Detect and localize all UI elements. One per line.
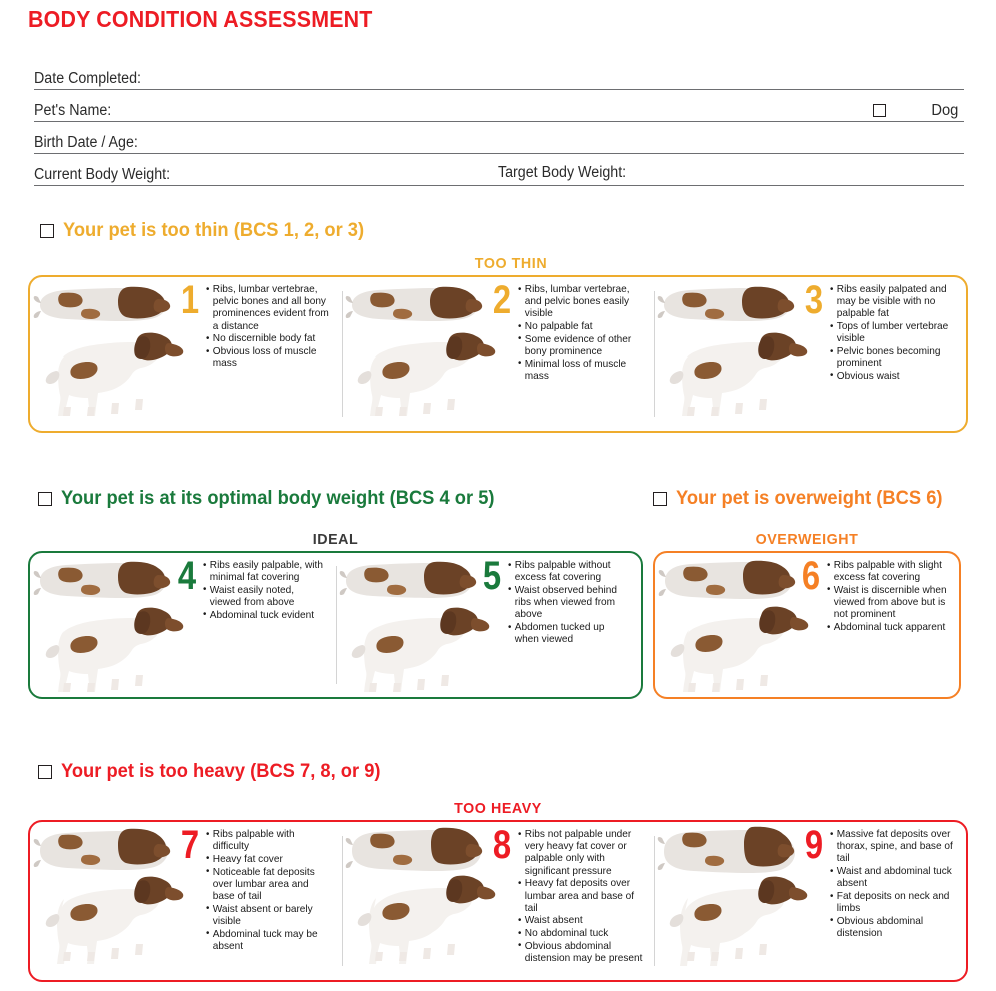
bcs-number-6: 6 (801, 554, 820, 598)
panel-overweight (653, 551, 961, 699)
bcs-number-5: 5 (482, 554, 502, 598)
bcs-info-5 (482, 553, 641, 697)
section-title-too-thin: Your pet is too thin (BCS 1, 2, or 3) (63, 219, 365, 241)
species-label-dog: Dog (930, 102, 958, 119)
bcs-bullets-1 (197, 284, 336, 427)
dog-side-view-icon (352, 323, 502, 421)
bcs-number-7: 7 (180, 823, 199, 867)
page-title: BODY CONDITION ASSESSMENT (28, 6, 373, 32)
section-header-too-thin[interactable] (40, 219, 383, 242)
dog-side-view-icon (352, 870, 502, 966)
panel-too-thin (28, 275, 968, 433)
dog-illustrations-7 (30, 822, 180, 980)
bcs-cell-8 (342, 822, 654, 980)
bullet-item: • Massive fat deposits over thorax, spine, and base of tail (830, 829, 956, 866)
section-header-too-heavy[interactable] (38, 760, 401, 783)
species-checkbox-dog[interactable] (873, 104, 886, 117)
bullet-item: • Ribs not palpable under very heavy fat cover or palpable only with significant pressure (518, 829, 644, 878)
bullet-item: • Waist absent or barely visible (206, 904, 332, 928)
section-title-ideal: Your pet is at its optimal body weight (BCS 4 or 5) (61, 487, 495, 509)
bullet-item: • Waist is discernible when viewed from above but is not prominent (827, 585, 949, 622)
bcs-bullets-7 (197, 829, 336, 976)
section-checkbox-too-thin[interactable] (40, 224, 54, 238)
band-label-too-heavy: TOO HEAVY (454, 800, 542, 817)
bullet-item: • Heavy fat cover (206, 854, 332, 866)
bcs-cell-5 (336, 553, 642, 697)
bullet-item: • Ribs easily palpated and may be visible with no palpable fat (830, 284, 956, 321)
bcs-number-3: 3 (804, 278, 823, 322)
bcs-bullets-6 (818, 560, 953, 693)
dog-side-view-icon (346, 599, 496, 697)
bullet-item: • No abdominal tuck (518, 928, 644, 940)
bullet-item: • Minimal loss of muscle mass (518, 359, 644, 383)
dog-side-view-icon (40, 323, 190, 421)
bcs-info-7 (180, 822, 342, 980)
form-row-pet-name[interactable] (34, 90, 964, 122)
bullet-item: • Obvious loss of muscle mass (206, 346, 332, 370)
bcs-number-2: 2 (492, 278, 511, 322)
bullet-item: • Ribs, lumbar vertebrae, pelvic bones and all bony prominences evident from a distance (206, 284, 332, 333)
band-label-overweight: OVERWEIGHT (755, 531, 859, 548)
dog-illustrations-4 (30, 553, 177, 697)
bullet-item: • Waist easily noted, viewed from above (203, 585, 326, 609)
section-header-ideal[interactable] (38, 487, 522, 510)
label-target-body-weight: Target Body Weight: (498, 163, 627, 181)
dog-side-view-icon (664, 323, 814, 421)
dog-side-view-icon (664, 872, 814, 966)
bcs-number-8: 8 (492, 823, 511, 867)
bcs-bullets-2 (509, 284, 648, 427)
bullet-item: • Abdominal tuck may be absent (206, 929, 332, 953)
dog-illustrations-5 (336, 553, 483, 697)
bullet-item: • Fat deposits on neck and limbs (830, 891, 956, 915)
label-pet-name: Pet's Name: (34, 101, 112, 119)
section-header-overweight[interactable] (653, 487, 960, 510)
bullet-item: • Ribs palpable with slight excess fat covering (827, 560, 949, 584)
bcs-bullets-4 (194, 560, 330, 693)
bcs-info-2 (492, 277, 654, 431)
dog-illustrations-9 (654, 822, 804, 980)
pet-info-form (34, 58, 964, 186)
bullet-item: • Waist absent (518, 915, 644, 927)
bullet-item: • Tops of lumber vertebrae visible (830, 321, 956, 345)
dog-illustrations-6 (655, 553, 801, 697)
bcs-info-8 (492, 822, 654, 980)
dog-side-view-icon (40, 870, 190, 966)
bullet-item: • Some evidence of other bony prominence (518, 334, 644, 358)
section-title-overweight: Your pet is overweight (BCS 6) (676, 487, 943, 509)
bcs-info-9 (804, 822, 966, 980)
panel-too-heavy (28, 820, 968, 982)
bcs-info-6 (801, 553, 959, 697)
bcs-info-4 (177, 553, 336, 697)
section-checkbox-ideal[interactable] (38, 492, 52, 506)
bcs-bullets-3 (821, 284, 960, 427)
bcs-number-1: 1 (180, 278, 199, 322)
dog-illustrations-3 (654, 277, 804, 431)
bullet-item: • Abdominal tuck apparent (827, 622, 949, 634)
section-checkbox-overweight[interactable] (653, 492, 667, 506)
bullet-item: • Ribs easily palpable, with minimal fat covering (203, 560, 326, 584)
form-row-body-weight[interactable] (34, 154, 964, 186)
panel-ideal (28, 551, 643, 699)
bullet-item: • Abdomen tucked up when viewed (508, 622, 631, 646)
bullet-item: • Ribs palpable without excess fat covering (508, 560, 631, 584)
band-label-too-thin: TOO THIN (474, 255, 548, 272)
dog-illustrations-8 (342, 822, 492, 980)
bullet-item: • Obvious abdominal distension may be present (518, 941, 644, 965)
dog-side-view-icon (40, 599, 190, 697)
dog-illustrations-1 (30, 277, 180, 431)
form-row-birth-date-age[interactable] (34, 122, 964, 154)
bcs-cell-9 (654, 822, 966, 980)
form-row-date-completed[interactable] (34, 58, 964, 90)
bcs-cell-1 (30, 277, 342, 431)
bullet-item: • No discernible body fat (206, 333, 332, 345)
bullet-item: • Abdominal tuck evident (203, 610, 326, 622)
section-title-too-heavy: Your pet is too heavy (BCS 7, 8, or 9) (61, 760, 381, 782)
bcs-info-3 (804, 277, 966, 431)
bcs-cell-4 (30, 553, 336, 697)
bullet-item: • Noticeable fat deposits over lumbar area and base of tail (206, 867, 332, 904)
bcs-cell-3 (654, 277, 966, 431)
dog-illustrations-2 (342, 277, 492, 431)
bullet-item: • Heavy fat deposits over lumbar area and base of tail (518, 878, 644, 915)
band-label-ideal: IDEAL (312, 531, 359, 548)
bcs-number-9: 9 (804, 823, 823, 867)
bcs-info-1 (180, 277, 342, 431)
bullet-item: • Obvious abdominal distension (830, 916, 956, 940)
bullet-item: • Pelvic bones becoming prominent (830, 346, 956, 370)
bcs-bullets-5 (499, 560, 635, 693)
bcs-cell-7 (30, 822, 342, 980)
bcs-number-4: 4 (177, 554, 196, 598)
bcs-bullets-8 (509, 829, 648, 976)
bullet-item: • Obvious waist (830, 371, 956, 383)
label-birth-date-age: Birth Date / Age: (34, 133, 138, 151)
bullet-item: • No palpable fat (518, 321, 644, 333)
bcs-cell-6 (655, 553, 959, 697)
section-checkbox-too-heavy[interactable] (38, 765, 52, 779)
label-date-completed: Date Completed: (34, 69, 142, 87)
bcs-bullets-9 (821, 829, 960, 976)
label-current-body-weight: Current Body Weight: (34, 165, 171, 183)
bullet-item: • Waist and abdominal tuck absent (830, 866, 956, 890)
dog-side-view-icon (665, 599, 815, 697)
bullet-item: • Ribs palpable with difficulty (206, 829, 332, 853)
bcs-cell-2 (342, 277, 654, 431)
bullet-item: • Ribs, lumbar vertebrae, and pelvic bones easily visible (518, 284, 644, 321)
bullet-item: • Waist observed behind ribs when viewed from above (508, 585, 631, 622)
